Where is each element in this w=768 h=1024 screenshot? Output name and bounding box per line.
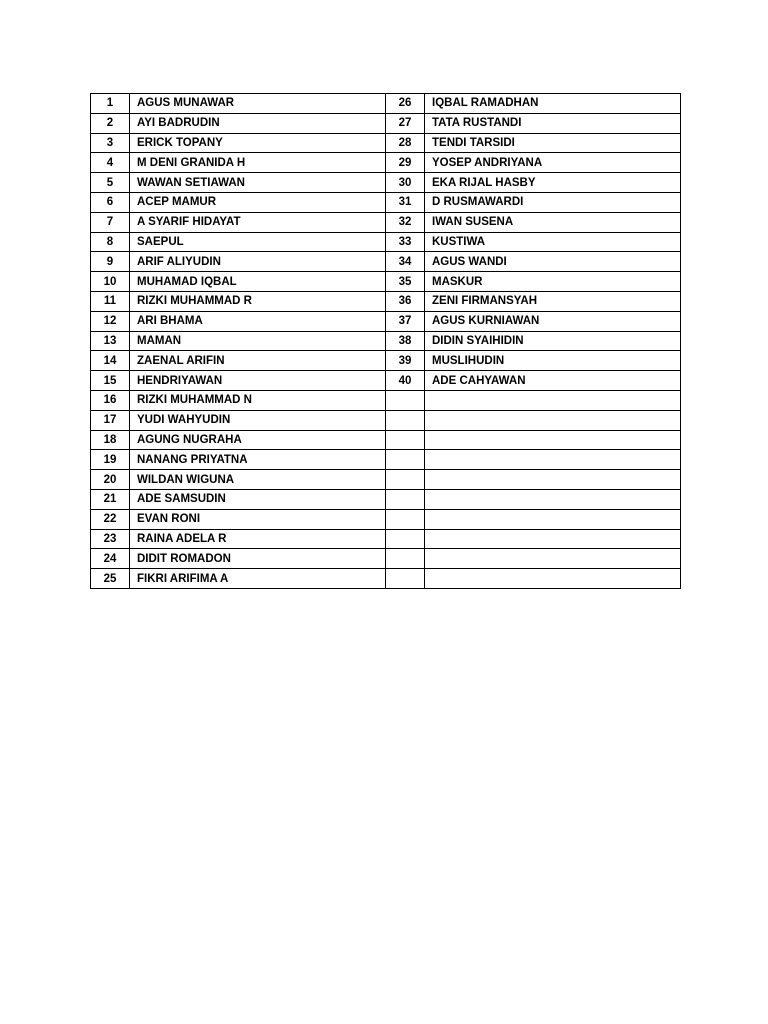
row-number-cell: 9 [91,252,130,272]
person-name-cell: FIKRI ARIFIMA A [130,569,386,589]
row-number-cell: 19 [91,450,130,470]
table-row [91,569,681,589]
person-name-cell: HENDRIYAWAN [130,371,386,391]
row-number-cell: 13 [91,331,130,351]
row-number-cell [386,529,425,549]
row-number-cell: 14 [91,351,130,371]
row-number-cell [386,450,425,470]
person-name-cell: EKA RIJAL HASBY [425,173,681,193]
table-row [91,133,681,153]
person-name-cell: MAMAN [130,331,386,351]
table-row [91,153,681,173]
name-roster-table [90,93,681,589]
table-row [91,272,681,292]
person-name-cell: AGUS MUNAWAR [130,94,386,114]
person-name-cell [425,450,681,470]
row-number-cell: 11 [91,291,130,311]
row-number-cell: 5 [91,173,130,193]
person-name-cell: ARIF ALIYUDIN [130,252,386,272]
person-name-cell: ZENI FIRMANSYAH [425,291,681,311]
table-row [91,252,681,272]
row-number-cell: 16 [91,390,130,410]
table-row [91,390,681,410]
person-name-cell: RIZKI MUHAMMAD N [130,390,386,410]
person-name-cell: MASKUR [425,272,681,292]
person-name-cell: ACEP MAMUR [130,192,386,212]
person-name-cell: ARI BHAMA [130,311,386,331]
person-name-cell: MUSLIHUDIN [425,351,681,371]
roster-body [91,94,681,589]
row-number-cell: 21 [91,489,130,509]
row-number-cell [386,410,425,430]
row-number-cell: 24 [91,549,130,569]
person-name-cell: AGUS WANDI [425,252,681,272]
table-row [91,371,681,391]
person-name-cell: ADE SAMSUDIN [130,489,386,509]
table-row [91,232,681,252]
row-number-cell: 30 [386,173,425,193]
person-name-cell: AGUNG NUGRAHA [130,430,386,450]
person-name-cell: AYI BADRUDIN [130,113,386,133]
row-number-cell: 25 [91,569,130,589]
row-number-cell: 10 [91,272,130,292]
person-name-cell: RAINA ADELA R [130,529,386,549]
table-row [91,529,681,549]
row-number-cell: 12 [91,311,130,331]
row-number-cell: 7 [91,212,130,232]
person-name-cell: WILDAN WIGUNA [130,470,386,490]
row-number-cell: 20 [91,470,130,490]
person-name-cell: DIDIN SYAIHIDIN [425,331,681,351]
table-row [91,509,681,529]
person-name-cell: TENDI TARSIDI [425,133,681,153]
table-row [91,113,681,133]
row-number-cell: 8 [91,232,130,252]
person-name-cell: WAWAN SETIAWAN [130,173,386,193]
row-number-cell: 23 [91,529,130,549]
person-name-cell: DIDIT ROMADON [130,549,386,569]
row-number-cell [386,489,425,509]
person-name-cell [425,509,681,529]
row-number-cell: 38 [386,331,425,351]
person-name-cell: SAEPUL [130,232,386,252]
row-number-cell [386,509,425,529]
person-name-cell [425,569,681,589]
row-number-cell: 6 [91,192,130,212]
row-number-cell [386,569,425,589]
table-row [91,430,681,450]
person-name-cell [425,390,681,410]
table-row [91,94,681,114]
person-name-cell: A SYARIF HIDAYAT [130,212,386,232]
person-name-cell: MUHAMAD IQBAL [130,272,386,292]
person-name-cell: EVAN RONI [130,509,386,529]
person-name-cell: YUDI WAHYUDIN [130,410,386,430]
person-name-cell: D RUSMAWARDI [425,192,681,212]
row-number-cell: 31 [386,192,425,212]
person-name-cell: AGUS KURNIAWAN [425,311,681,331]
table-row [91,410,681,430]
person-name-cell: ZAENAL ARIFIN [130,351,386,371]
row-number-cell: 1 [91,94,130,114]
row-number-cell: 32 [386,212,425,232]
table-row [91,351,681,371]
person-name-cell: YOSEP ANDRIYANA [425,153,681,173]
row-number-cell: 27 [386,113,425,133]
row-number-cell: 18 [91,430,130,450]
table-row [91,291,681,311]
row-number-cell [386,549,425,569]
table-row [91,173,681,193]
row-number-cell: 36 [386,291,425,311]
row-number-cell: 29 [386,153,425,173]
person-name-cell [425,529,681,549]
row-number-cell: 4 [91,153,130,173]
table-row [91,450,681,470]
person-name-cell [425,430,681,450]
table-row [91,549,681,569]
person-name-cell [425,410,681,430]
row-number-cell: 35 [386,272,425,292]
row-number-cell: 3 [91,133,130,153]
person-name-cell: ERICK TOPANY [130,133,386,153]
person-name-cell [425,489,681,509]
person-name-cell [425,470,681,490]
row-number-cell: 15 [91,371,130,391]
person-name-cell: ADE CAHYAWAN [425,371,681,391]
person-name-cell [425,549,681,569]
row-number-cell [386,430,425,450]
person-name-cell: IWAN SUSENA [425,212,681,232]
row-number-cell: 39 [386,351,425,371]
row-number-cell: 22 [91,509,130,529]
row-number-cell: 2 [91,113,130,133]
person-name-cell: RIZKI MUHAMMAD R [130,291,386,311]
person-name-cell: IQBAL RAMADHAN [425,94,681,114]
table-row [91,470,681,490]
row-number-cell: 28 [386,133,425,153]
table-row [91,331,681,351]
row-number-cell [386,390,425,410]
table-row [91,489,681,509]
person-name-cell: M DENI GRANIDA H [130,153,386,173]
person-name-cell: KUSTIWA [425,232,681,252]
row-number-cell [386,470,425,490]
table-row [91,192,681,212]
row-number-cell: 37 [386,311,425,331]
table-row [91,311,681,331]
person-name-cell: TATA RUSTANDI [425,113,681,133]
row-number-cell: 34 [386,252,425,272]
row-number-cell: 17 [91,410,130,430]
table-row [91,212,681,232]
row-number-cell: 40 [386,371,425,391]
row-number-cell: 33 [386,232,425,252]
person-name-cell: NANANG PRIYATNA [130,450,386,470]
row-number-cell: 26 [386,94,425,114]
